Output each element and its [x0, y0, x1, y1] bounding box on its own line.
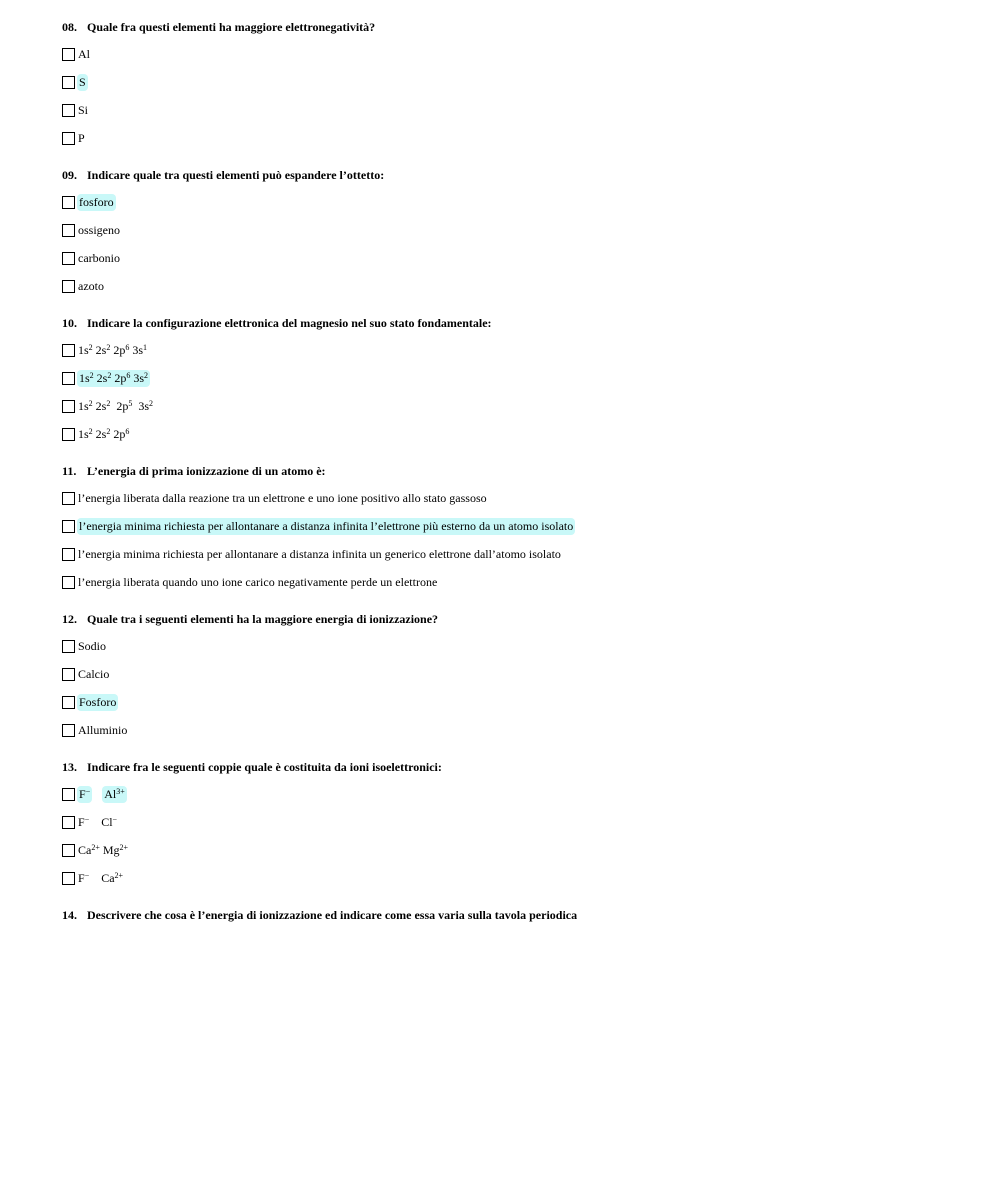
answer-checkbox[interactable] — [62, 132, 75, 145]
answer-checkbox[interactable] — [62, 428, 75, 441]
question-text: Indicare fra le seguenti coppie quale è costituita da ioni isoelettronici: — [87, 760, 442, 774]
answer-text-part: 1s — [78, 426, 89, 441]
answer-checkbox[interactable] — [62, 520, 75, 533]
answer-option[interactable] — [62, 864, 962, 892]
question-number: 09. — [62, 168, 77, 182]
answer-text — [78, 723, 127, 738]
question-number: 14. — [62, 908, 77, 922]
superscript: 2 — [149, 398, 154, 408]
answer-text-part: 3s — [129, 342, 144, 357]
answer-text — [78, 786, 127, 803]
answer-text — [78, 131, 85, 146]
highlighted-answer-segment — [102, 786, 127, 803]
answer-option[interactable] — [62, 336, 962, 364]
answer-checkbox[interactable] — [62, 724, 75, 737]
answer-text — [78, 223, 120, 238]
quiz-document — [62, 20, 962, 938]
answer-text — [78, 547, 561, 562]
answer-text — [78, 815, 117, 830]
answer-checkbox[interactable] — [62, 696, 75, 709]
answer-segment — [78, 871, 89, 886]
answer-segment — [101, 871, 123, 886]
answer-text-part: l’energia liberata quando uno ione carico negativamente perde un elettrone — [78, 574, 438, 589]
question-14 — [62, 908, 962, 922]
answer-segment — [101, 815, 117, 830]
answer-checkbox[interactable] — [62, 48, 75, 61]
answer-checkbox[interactable] — [62, 640, 75, 653]
answer-checkbox[interactable] — [62, 252, 75, 265]
answer-text-part: Calcio — [78, 666, 110, 681]
answer-text-part: 2s — [92, 398, 107, 413]
answer-text-part: Ca — [101, 870, 115, 885]
answer-checkbox[interactable] — [62, 196, 75, 209]
answer-text — [78, 491, 487, 506]
answer-text-part: 1s — [78, 342, 89, 357]
answer-option[interactable] — [62, 68, 962, 96]
answer-text-part: fosforo — [79, 194, 114, 209]
answer-text — [78, 871, 123, 886]
answer-text-part: 1s — [78, 398, 89, 413]
answer-option[interactable] — [62, 392, 962, 420]
question-title — [62, 612, 962, 626]
superscript: 2 — [144, 370, 149, 380]
answer-checkbox[interactable] — [62, 668, 75, 681]
answer-text-part: F — [78, 870, 85, 885]
answer-text — [78, 343, 147, 358]
answer-text-part: F — [78, 814, 85, 829]
answer-text-part: Sodio — [78, 638, 107, 653]
answer-segment — [78, 815, 89, 830]
question-title — [62, 20, 962, 34]
answer-text — [78, 47, 90, 62]
question-11 — [62, 464, 962, 596]
superscript: 6 — [125, 426, 130, 436]
answer-option[interactable] — [62, 124, 962, 152]
answer-checkbox[interactable] — [62, 400, 75, 413]
answer-text-part: Alluminio — [78, 722, 128, 737]
answer-option[interactable] — [62, 512, 962, 540]
answer-text-part: Ca — [78, 842, 92, 857]
answer-text — [78, 667, 109, 682]
answer-text-part: Al — [78, 46, 90, 61]
answer-text — [78, 279, 104, 294]
answer-text-part: 2p — [110, 426, 126, 441]
superscript: 2 — [106, 398, 111, 408]
answer-text-part: Cl — [101, 814, 113, 829]
question-title — [62, 464, 962, 478]
answer-text-part: 3s — [132, 398, 150, 413]
superscript: 2+ — [91, 842, 100, 852]
answer-text-part: ossigeno — [78, 222, 120, 237]
answer-checkbox[interactable] — [62, 104, 75, 117]
superscript: 1 — [143, 342, 148, 352]
question-text: Quale tra i seguenti elementi ha la maggiore energia di ionizzazione? — [87, 612, 439, 626]
answer-text — [78, 399, 153, 414]
answer-option[interactable] — [62, 780, 962, 808]
answer-option[interactable] — [62, 272, 962, 300]
highlighted-answer-text — [77, 370, 150, 387]
question-number: 13. — [62, 760, 77, 774]
answer-text-part: l’energia minima richiesta per allontanare a distanza infinita l’elettrone più esterno da un atomo isolato — [79, 518, 574, 533]
answer-text-part: l’energia liberata dalla reazione tra un elettrone e uno ione positivo allo stato gassoso — [78, 490, 487, 505]
answer-text — [78, 251, 120, 266]
answer-text-part: 2s — [92, 426, 107, 441]
superscript: 2+ — [119, 842, 129, 852]
answer-text-part: 1s — [79, 370, 90, 385]
answer-option[interactable] — [62, 688, 962, 716]
answer-text — [78, 639, 106, 654]
answer-text — [78, 103, 88, 118]
question-title — [62, 316, 962, 330]
answer-text-part: azoto — [78, 278, 104, 293]
answer-text-part: carbonio — [78, 250, 120, 265]
highlighted-answer-text — [77, 518, 575, 535]
answer-text-part: F — [79, 786, 86, 801]
answer-text — [78, 427, 129, 442]
question-12 — [62, 612, 962, 744]
answer-text-part: P — [78, 130, 85, 145]
answer-option[interactable] — [62, 96, 962, 124]
answer-option[interactable] — [62, 716, 962, 744]
answer-text-part: Mg — [99, 842, 120, 857]
answer-checkbox[interactable] — [62, 576, 75, 589]
answer-text-part: 2p — [110, 398, 129, 413]
answer-checkbox[interactable] — [62, 344, 75, 357]
question-08 — [62, 20, 962, 152]
superscript: − — [84, 814, 90, 824]
question-text: L’energia di prima ionizzazione di un atomo è: — [87, 464, 326, 478]
highlighted-answer-text — [77, 74, 88, 91]
highlighted-answer-segment — [77, 786, 92, 803]
answer-option[interactable] — [62, 420, 962, 448]
answer-option[interactable] — [62, 540, 962, 568]
question-title — [62, 168, 962, 182]
answer-checkbox[interactable] — [62, 76, 75, 89]
superscript: 3+ — [116, 786, 125, 796]
answer-text — [78, 575, 437, 590]
answer-text-part: Si — [78, 102, 89, 117]
answer-checkbox[interactable] — [62, 492, 75, 505]
answer-text — [78, 843, 128, 858]
answer-text-part: l’energia minima richiesta per allontanare a distanza infinita un generico elettrone dall’atomo isolato — [78, 546, 561, 561]
answer-option[interactable] — [62, 40, 962, 68]
highlighted-answer-text — [77, 694, 118, 711]
question-09 — [62, 168, 962, 300]
superscript: 2 — [88, 398, 93, 408]
answer-text-part: 2p — [110, 342, 126, 357]
answer-text-part: 3s — [130, 370, 145, 385]
answer-text-part: Al — [104, 786, 117, 801]
answer-checkbox[interactable] — [62, 788, 75, 801]
question-text: Indicare la configurazione elettronica del magnesio nel suo stato fondamentale: — [87, 316, 492, 330]
superscript: 2 — [88, 426, 93, 436]
answer-checkbox[interactable] — [62, 872, 75, 885]
answer-option[interactable] — [62, 244, 962, 272]
superscript: 2 — [106, 342, 111, 352]
answer-checkbox[interactable] — [62, 372, 75, 385]
answer-checkbox[interactable] — [62, 548, 75, 561]
highlighted-answer-text — [77, 194, 116, 211]
superscript: − — [112, 814, 118, 824]
answer-option[interactable] — [62, 660, 962, 688]
answer-checkbox[interactable] — [62, 280, 75, 293]
question-text: Descrivere che cosa è l’energia di ionizzazione ed indicare come essa varia sulla tavola periodica — [87, 908, 578, 922]
question-number: 08. — [62, 20, 77, 34]
question-number: 10. — [62, 316, 77, 330]
superscript: 6 — [126, 370, 131, 380]
superscript: 6 — [125, 342, 130, 352]
answer-text-part: 2s — [92, 342, 107, 357]
answer-text-part: 2s — [93, 370, 108, 385]
superscript: − — [85, 786, 91, 796]
answer-checkbox[interactable] — [62, 224, 75, 237]
answer-option[interactable] — [62, 568, 962, 596]
question-13 — [62, 760, 962, 892]
question-text: Quale fra questi elementi ha maggiore elettronegatività? — [87, 20, 376, 34]
question-number: 11. — [62, 464, 77, 478]
answer-checkbox[interactable] — [62, 844, 75, 857]
superscript: 5 — [128, 398, 133, 408]
question-title — [62, 908, 962, 922]
answer-text-part: S — [79, 74, 86, 89]
answer-option[interactable] — [62, 808, 962, 836]
superscript: − — [84, 870, 90, 880]
superscript: 2 — [89, 370, 94, 380]
answer-option[interactable] — [62, 484, 962, 512]
question-number: 12. — [62, 612, 77, 626]
answer-option[interactable] — [62, 364, 962, 392]
superscript: 2 — [88, 342, 93, 352]
answer-text-part: Fosforo — [79, 694, 117, 709]
question-title — [62, 760, 962, 774]
superscript: 2+ — [114, 870, 124, 880]
question-text: Indicare quale tra questi elementi può espandere l’ottetto: — [87, 168, 385, 182]
question-10 — [62, 316, 962, 448]
superscript: 2 — [107, 370, 112, 380]
answer-option[interactable] — [62, 836, 962, 864]
answer-option[interactable] — [62, 216, 962, 244]
answer-text-part: 2p — [111, 370, 127, 385]
answer-option[interactable] — [62, 632, 962, 660]
answer-option[interactable] — [62, 188, 962, 216]
answer-checkbox[interactable] — [62, 816, 75, 829]
superscript: 2 — [106, 426, 111, 436]
